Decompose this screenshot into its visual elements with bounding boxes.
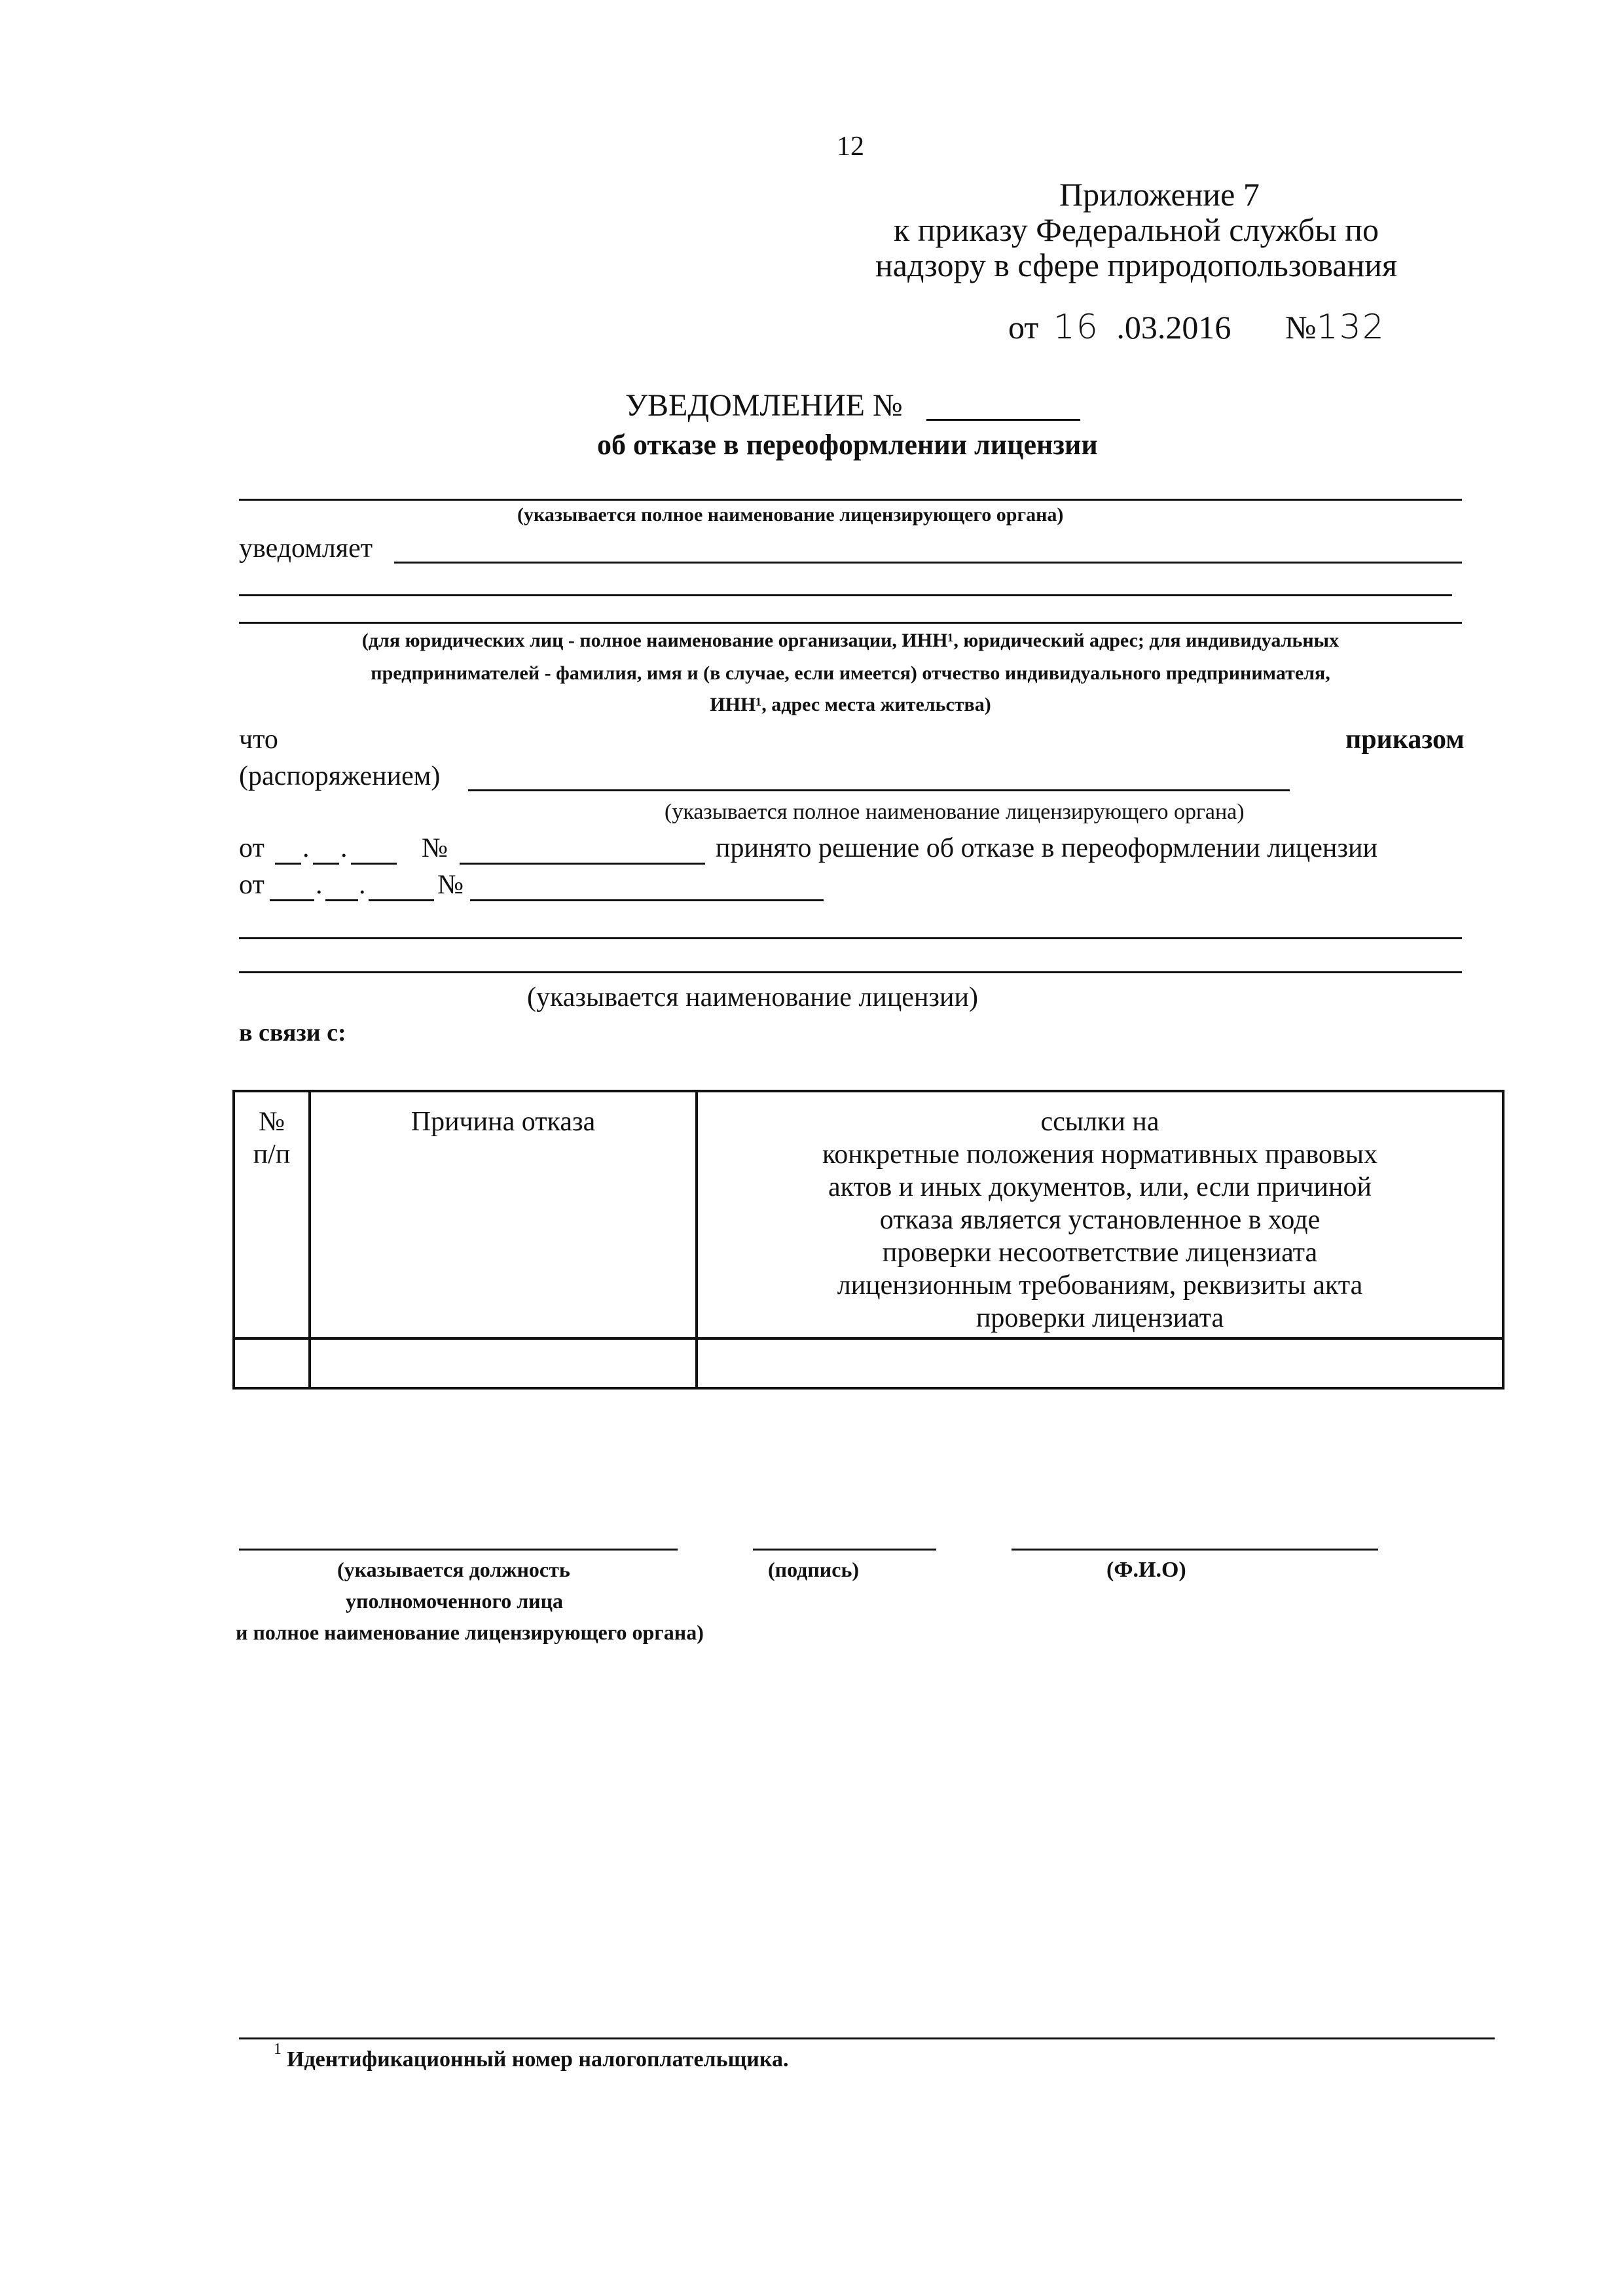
hint-person-1: (для юридических лиц - полное наименование организации, ИНН¹, юридический адрес; для индивидуальных <box>361 630 1340 651</box>
position-hint-3: и полное наименование лицензирующего органа) <box>236 1621 704 1644</box>
date-dot-1a: . <box>302 833 310 863</box>
footnote-text: Идентификационный номер налогоплательщика. <box>287 2047 789 2072</box>
by-order-label: приказом <box>1345 725 1465 755</box>
header-references <box>697 1091 1503 1338</box>
from-label-1: от <box>239 833 264 863</box>
due-to-label: в связи с: <box>239 1019 346 1047</box>
references-line: лицензионным требованиям, реквизиты акта <box>837 1270 1363 1300</box>
license-line-2 <box>239 971 1462 973</box>
notice-number-blank <box>926 419 1080 421</box>
by-directive-label: (распоряжением) <box>239 761 441 791</box>
date-year-blank-1 <box>351 863 397 865</box>
appendix-date <box>1008 308 1385 347</box>
name-hint: (Ф.И.О) <box>1106 1558 1186 1582</box>
table-header-row <box>234 1091 1503 1338</box>
what-label: что <box>239 725 278 755</box>
hint-organ-2: (указывается полное наименование лицензирующего органа) <box>665 800 1245 824</box>
license-line-1 <box>239 937 1462 939</box>
header-number-label: № п/п <box>253 1107 291 1170</box>
number-handwritten: 132 <box>1316 308 1385 347</box>
header-reason <box>310 1091 697 1338</box>
notifies-line <box>394 562 1462 564</box>
header-number <box>234 1091 310 1338</box>
table-row <box>234 1338 1503 1388</box>
number-blank-1 <box>460 863 705 865</box>
from-label-2: от <box>239 870 264 900</box>
hint-person-3: ИНН¹, адрес места жительства) <box>710 694 991 715</box>
position-hint-1: (указывается должность <box>337 1558 570 1581</box>
recipient-line-3 <box>239 622 1462 624</box>
no-label-2: № <box>437 870 464 900</box>
date-prefix: от <box>1008 309 1039 346</box>
name-line <box>1012 1549 1378 1551</box>
date-dot-2b: . <box>359 870 366 900</box>
cell-reason <box>310 1338 697 1388</box>
header-reason-label: Причина отказа <box>410 1107 596 1137</box>
page-number: 12 <box>837 132 864 162</box>
notice-subtitle: об отказе в переоформлении лицензии <box>597 429 1098 461</box>
number-blank-2 <box>470 899 824 901</box>
signature-line <box>753 1549 936 1551</box>
position-line <box>239 1549 678 1551</box>
hint-person-2: предпринимателей - фамилия, имя и (в случае, если имеется) отчество индивидуального предпринимателя, <box>371 662 1330 684</box>
date-month-blank-1 <box>313 863 339 865</box>
footnote-mark: 1 <box>274 2041 282 2058</box>
notifies-label: уведомляет <box>239 533 373 564</box>
no-label-1: № <box>422 833 448 863</box>
references-line: отказа является установленное в ходе <box>879 1205 1321 1235</box>
footnote-separator <box>239 2037 1495 2039</box>
appendix-line-3: надзору в сфере природопользования <box>875 247 1397 283</box>
cell-number <box>234 1338 310 1388</box>
number-prefix: № <box>1285 309 1317 346</box>
position-hint-2: уполномоченного лица <box>346 1589 564 1613</box>
appendix-line-2: к приказу Федеральной службы по <box>894 211 1379 248</box>
recipient-line-2 <box>239 594 1452 596</box>
directive-line <box>468 789 1290 791</box>
decision-text: принято решение об отказе в переоформлении лицензии <box>716 833 1377 863</box>
hint-license: (указывается наименование лицензии) <box>527 982 978 1013</box>
date-month-blank-2 <box>325 899 358 901</box>
references-line: проверки несоответствие лицензиата <box>882 1238 1318 1268</box>
date-day-blank-2 <box>270 899 314 901</box>
date-dot-2a: . <box>316 870 323 900</box>
references-line: ссылки на <box>1040 1107 1159 1137</box>
signature-hint: (подпись) <box>768 1558 860 1581</box>
date-rest: .03.2016 <box>1116 309 1231 346</box>
notice-title: УВЕДОМЛЕНИЕ № <box>625 388 903 423</box>
date-dot-1b: . <box>340 833 348 863</box>
appendix-title: Приложение 7 <box>1059 176 1260 213</box>
cell-references <box>697 1338 1503 1388</box>
hint-organ: (указывается полное наименование лицензирующего органа) <box>517 504 1064 526</box>
references-line: конкретные положения нормативных правовых <box>822 1139 1377 1170</box>
date-year-blank-2 <box>369 899 434 901</box>
date-day-blank-1 <box>275 863 301 865</box>
organ-name-line <box>239 499 1462 501</box>
refusal-table <box>232 1090 1504 1390</box>
references-line: проверки лицензиата <box>976 1303 1224 1333</box>
references-line: актов и иных документов, или, если причиной <box>828 1172 1372 1202</box>
date-handwritten-day: 16 <box>1053 308 1099 347</box>
